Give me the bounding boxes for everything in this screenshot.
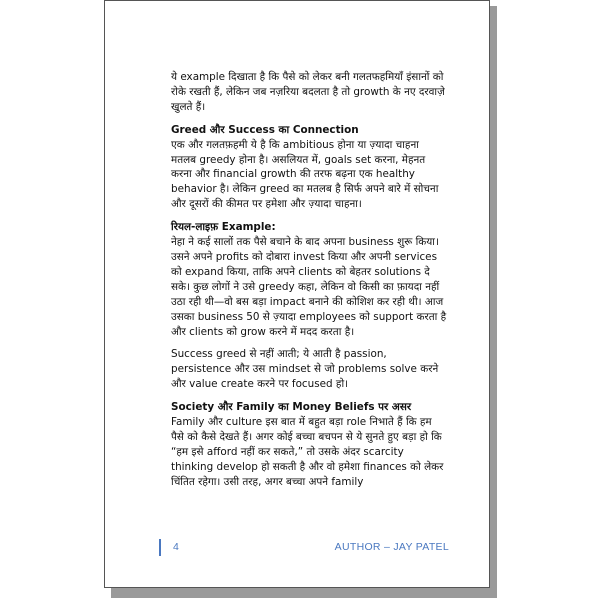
paragraph-family: Family और culture इस बात में बहुत बड़ा role निभाते हैं कि हम पैसे को कैसे देखते हैं। अगर कोई बच्चा बचपन से ये सुनते हुए बड़ा हो कि “हम इसे afford नहीं कर सकते,” तो उसके अंदर scarcity thinking develop हो सकती है और वो हमेशा finances को लेकर चिंतित रहेगा। उसी तरह, अगर बच्चा अपने family bbox=[171, 416, 444, 488]
heading-real-life-example: रियल-लाइफ़ Example: bbox=[171, 221, 276, 234]
paragraph-greed: एक और गलतफ़हमी ये है कि ambitious होना या ज़्यादा चाहना मतलब greedy होना है। असलियत में, goals set करना, मेहनत करना और financial growth की तरफ बढ़ना एक healthy behavior है। लेकिन greed का मतलब है सिर्फ अपने बारे में सोचना और दूसरों की कीमत पर हमेशा और ज़्यादा चाहना। bbox=[171, 138, 439, 211]
heading-greed-success: Greed और Success का Connection bbox=[171, 123, 359, 136]
footer-author: AUTHOR – JAY PATEL bbox=[334, 541, 449, 553]
page-footer bbox=[159, 539, 449, 557]
paragraph-success: Success greed से नहीं आती; ये आती है passion, persistence और उस mindset से जो problems solve करने और value create करने पर focused हो। bbox=[171, 348, 439, 391]
paragraph-intro: ये example दिखाता है कि पैसे को लेकर बनी गलतफहमियाँ इंसानों को रोके रखती हैं, लेकिन जब नज़रिया बदलता है तो growth के नए दरवाज़े खुलते हैं। bbox=[171, 71, 445, 113]
page-body bbox=[171, 70, 447, 498]
page-number: 4 bbox=[173, 541, 179, 553]
book-page bbox=[104, 0, 490, 588]
heading-society-family: Society और Family का Money Beliefs पर असर bbox=[171, 401, 412, 414]
footer-accent-bar bbox=[159, 539, 161, 556]
paragraph-neha-example: नेहा ने कई सालों तक पैसे बचाने के बाद अपना business शुरू किया। उसने अपने profits को दोबारा invest किया और अपनी services को expand किया, ताकि अपने clients को बेहतर solutions दे सके। कुछ लोगों ने उसे greedy कहा, लेकिन वो किसी का फ़ायदा नहीं उठा रही थी—वो बस बड़ा impact बनाने की कोशिश कर रही थी। आज उसका business 50 से ज़्यादा employees को support करता है और clients को grow करने में मदद करता है। bbox=[171, 236, 447, 338]
